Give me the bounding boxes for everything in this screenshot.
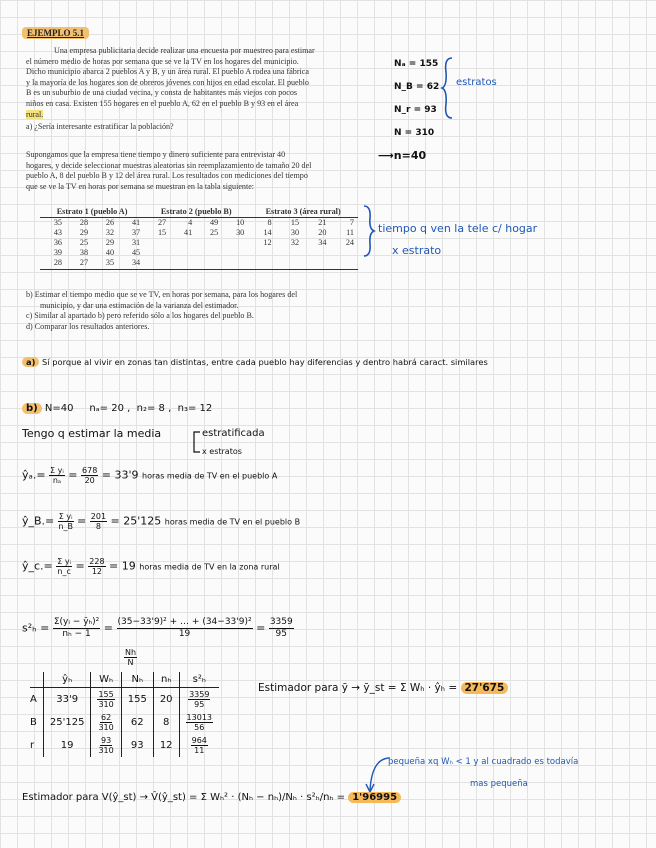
table-cell: 155 bbox=[121, 688, 153, 712]
numerator: (35−33'9)² + … + (34−33'9)² bbox=[117, 617, 252, 627]
table-cell: B bbox=[30, 717, 37, 728]
summary-header: Nₕ bbox=[121, 672, 153, 688]
table-cell bbox=[222, 258, 248, 268]
wh-definition bbox=[124, 648, 137, 667]
table-cell bbox=[196, 258, 222, 268]
numerator: 3359 bbox=[189, 690, 210, 699]
fraction bbox=[58, 512, 74, 531]
table-cell: 28 bbox=[79, 218, 89, 227]
table-cell: 11 bbox=[346, 228, 354, 237]
table-row bbox=[30, 688, 219, 712]
table-cell: 41 bbox=[131, 218, 141, 227]
denominator: 11 bbox=[194, 746, 205, 755]
table-cell: 15 bbox=[290, 218, 300, 227]
bracket-icon bbox=[190, 430, 202, 456]
table-cell: 25 bbox=[209, 228, 219, 237]
table-cell: 8 bbox=[153, 711, 179, 734]
statement-line: Dicho municipio abarca 2 pueblos A y B, y un área rural. El pueblo A rodea una fábrica bbox=[26, 67, 309, 77]
numerator: 62 bbox=[100, 713, 112, 722]
estimate-result: = 33'9 bbox=[101, 468, 139, 482]
table-cell: r bbox=[30, 740, 35, 751]
questions bbox=[26, 290, 376, 332]
table-cell bbox=[196, 248, 222, 258]
fraction bbox=[98, 736, 113, 755]
table-cell: 38 bbox=[79, 248, 89, 257]
numerator: Σ(yᵢ − ȳₕ)² bbox=[53, 617, 100, 627]
denominator: 310 bbox=[98, 723, 114, 732]
variance-note-line: mas pequeña bbox=[470, 779, 528, 789]
answer-b-label: b) bbox=[22, 403, 42, 414]
table-cell: 21 bbox=[318, 218, 327, 227]
statement-line: y la mayoría de los hogares son de obreros jóvenes con hijos en edad escolar. El pueblo bbox=[26, 77, 309, 87]
estimator-mean-text: Estimador para ȳ → ȳ_st = Σ Wₕ · ŷₕ = bbox=[258, 682, 458, 694]
variance-formula bbox=[22, 617, 294, 640]
numerator: 155 bbox=[98, 690, 114, 699]
denominator: 20 bbox=[84, 476, 95, 485]
highlight: rural. bbox=[26, 109, 44, 119]
numerator: 228 bbox=[89, 557, 105, 566]
answer-a bbox=[22, 357, 488, 367]
note-nb: N_B = 62 bbox=[394, 82, 440, 92]
statement-line bbox=[26, 110, 374, 121]
table-cell bbox=[196, 238, 222, 248]
fraction bbox=[117, 617, 253, 640]
note-n40 bbox=[378, 149, 426, 162]
variance-note bbox=[388, 751, 578, 795]
answer-a-text: Sí porque al vivir en zonas tan distintas, entre cada pueblo hay diferencias y dentro habrá caract. similares bbox=[42, 357, 488, 367]
table-cell bbox=[144, 238, 170, 248]
table-cell: 10 bbox=[236, 218, 245, 227]
estimate-c bbox=[22, 557, 280, 576]
table-cell: 49 bbox=[209, 218, 219, 227]
data-table-header: Estrato 1 (pueblo A) bbox=[40, 206, 144, 218]
table-cell bbox=[330, 248, 358, 258]
table-cell bbox=[276, 248, 303, 258]
equals: = bbox=[103, 621, 114, 635]
table-row bbox=[40, 218, 358, 229]
fraction bbox=[98, 713, 113, 732]
table-cell bbox=[330, 258, 358, 268]
table-cell bbox=[144, 248, 170, 258]
denominator: 310 bbox=[98, 700, 114, 709]
brace-table-icon bbox=[362, 204, 376, 258]
table-cell: 34 bbox=[318, 238, 327, 247]
denominator: 310 bbox=[98, 746, 114, 755]
question-a: a) ¿Sería interesante estratificar la población? bbox=[26, 122, 174, 131]
table-cell: 27 bbox=[157, 218, 167, 227]
table-cell bbox=[222, 248, 248, 258]
table-cell: 14 bbox=[263, 228, 272, 237]
table-cell: 8 bbox=[267, 218, 272, 227]
table-cell bbox=[303, 248, 330, 258]
table-cell: 40 bbox=[105, 248, 115, 257]
table-cell bbox=[303, 258, 330, 268]
denominator: n_B bbox=[58, 522, 73, 531]
note-n-total: N = 310 bbox=[394, 128, 435, 138]
denominator: 56 bbox=[194, 723, 205, 732]
estimator-mean bbox=[258, 682, 508, 694]
summary-header: ŷₕ bbox=[43, 672, 91, 688]
data-table-header-row bbox=[40, 206, 358, 218]
data-table bbox=[40, 206, 358, 268]
estimate-result: = 25'125 bbox=[110, 514, 162, 528]
table-cell: 43 bbox=[53, 228, 63, 237]
estimate-a bbox=[22, 466, 277, 485]
table-cell: 30 bbox=[236, 228, 245, 237]
table-cell: 35 bbox=[105, 258, 115, 267]
summary-table bbox=[30, 672, 219, 757]
numerator: Nh bbox=[125, 648, 137, 657]
table-row bbox=[40, 258, 358, 268]
numerator: 3359 bbox=[269, 617, 293, 627]
estimate-lhs: ŷₐ.= bbox=[22, 468, 46, 482]
table-cell: 7 bbox=[349, 218, 354, 227]
summary-header-row bbox=[30, 672, 219, 688]
table-cell bbox=[179, 688, 219, 712]
numerator: 678 bbox=[82, 466, 98, 475]
answer-b-sizes bbox=[22, 403, 212, 414]
arrow-right-icon: ⟶ bbox=[378, 149, 394, 162]
table-cell: 41 bbox=[183, 228, 193, 237]
table-cell: 32 bbox=[105, 228, 115, 237]
note-nr: N_r = 93 bbox=[394, 105, 437, 115]
table-cell bbox=[91, 734, 121, 757]
estimator-mean-value: 27'675 bbox=[461, 682, 509, 694]
estimate-lhs: ŷ_c.= bbox=[22, 559, 53, 573]
estratificada: estratificada bbox=[202, 428, 265, 439]
denominator: 19 bbox=[178, 629, 191, 639]
data-table-header: Estrato 2 (pueblo B) bbox=[144, 206, 248, 218]
statement2-line: pueblo A, 8 del pueblo B y 12 del área rural. Los resultados con mediciones del tiempo bbox=[26, 171, 308, 181]
numerator: 93 bbox=[100, 736, 112, 745]
denominator: 95 bbox=[194, 700, 205, 709]
statement-line: B es un suburbio de una ciudad vecina, y consta de habitantes más viejos con pocos bbox=[26, 88, 298, 98]
numerator: 964 bbox=[191, 736, 207, 745]
equals: = bbox=[256, 621, 266, 635]
table-cell: 30 bbox=[290, 228, 300, 237]
brace-estratos-icon bbox=[440, 56, 456, 120]
data-table-header: Estrato 3 (área rural) bbox=[248, 206, 358, 218]
table-cell: 29 bbox=[105, 238, 115, 247]
table-cell bbox=[179, 734, 219, 757]
table-cell: 12 bbox=[153, 734, 179, 757]
table-cell: 28 bbox=[53, 258, 63, 267]
statement-line bbox=[26, 46, 374, 57]
table-cell bbox=[248, 258, 275, 268]
summary-header: Wₕ bbox=[91, 672, 121, 688]
equals: = bbox=[68, 468, 78, 482]
statement2-line: que se ve la TV en horas por semana se muestran en la tabla siguiente: bbox=[26, 181, 255, 191]
table-cell bbox=[248, 248, 275, 258]
table-note-line: tiempo q ven la tele c/ hogar bbox=[378, 222, 538, 235]
denominator: N bbox=[127, 658, 134, 667]
example-title: EJEMPLO 5.1 bbox=[22, 27, 89, 39]
note-n40-text: n=40 bbox=[393, 149, 427, 162]
sample-sizes: N=40 nₐ= 20 , n₂= 8 , n₃= 12 bbox=[44, 403, 213, 414]
statement-line: niños en casa. Existen 155 hogares en el pueblo A, 62 en el pueblo B y 93 en el área bbox=[26, 98, 299, 108]
fraction bbox=[186, 713, 213, 732]
table-cell: 39 bbox=[53, 248, 63, 257]
estimate-desc: horas media de TV en la zona rural bbox=[139, 562, 280, 572]
table-cell: 27 bbox=[79, 258, 89, 267]
note-estratos: estratos bbox=[456, 77, 497, 88]
fraction bbox=[188, 690, 210, 709]
data-table-body bbox=[40, 218, 358, 269]
question-line: d) Comparar los resultados anteriores. bbox=[26, 321, 150, 331]
table-row bbox=[30, 711, 219, 734]
table-cell: 15 bbox=[157, 228, 167, 237]
fraction bbox=[81, 466, 98, 485]
data-table-box bbox=[40, 206, 358, 270]
numerator: Σ yᵢ bbox=[50, 466, 64, 475]
estimator-variance bbox=[22, 792, 401, 803]
denominator: 12 bbox=[91, 567, 102, 576]
table-cell: 31 bbox=[131, 238, 141, 247]
numerator: 13013 bbox=[186, 713, 212, 722]
answer-a-label: a) bbox=[22, 357, 39, 367]
estimate-b bbox=[22, 512, 300, 531]
table-note bbox=[378, 218, 537, 262]
table-cell: A bbox=[30, 694, 37, 705]
table-cell: 35 bbox=[53, 218, 63, 227]
table-cell: 45 bbox=[131, 248, 141, 257]
statement2-line: hogares, y decide seleccionar muestras aleatorias sin reemplazamiento de tamaño 20 del bbox=[26, 160, 312, 170]
x-estratos: x estratos bbox=[202, 447, 242, 456]
fraction bbox=[269, 617, 294, 640]
fraction bbox=[97, 690, 114, 709]
equals: = bbox=[77, 514, 87, 528]
variance-lhs: s²ₕ = bbox=[22, 621, 50, 635]
table-cell: 19 bbox=[43, 734, 91, 757]
fraction bbox=[124, 648, 137, 667]
table-row bbox=[40, 228, 358, 238]
table-row bbox=[30, 734, 219, 757]
statement2-line: Supongamos que la empresa tiene tiempo y dinero suficiente para entrevistar 40 bbox=[26, 150, 286, 159]
numerator: Σ yᵢ bbox=[57, 557, 72, 566]
denominator: nₐ bbox=[52, 476, 62, 485]
table-cell: 4 bbox=[188, 218, 193, 227]
numerator: Σ yᵢ bbox=[58, 512, 73, 521]
table-cell bbox=[144, 258, 170, 268]
fraction bbox=[90, 512, 107, 531]
denominator: nₕ − 1 bbox=[62, 629, 91, 639]
table-cell: 36 bbox=[53, 238, 63, 247]
table-cell: 29 bbox=[79, 228, 89, 237]
estimate-result: = 19 bbox=[109, 559, 136, 573]
estimate-lhs: ŷ_B.= bbox=[22, 514, 55, 528]
table-cell bbox=[222, 238, 248, 248]
denominator: 8 bbox=[95, 522, 101, 531]
table-cell: 24 bbox=[345, 238, 354, 247]
table-cell bbox=[170, 238, 196, 248]
fraction bbox=[88, 557, 105, 576]
table-cell bbox=[179, 711, 219, 734]
estimator-variance-value: 1'96995 bbox=[348, 792, 401, 803]
estimate-desc: horas media de TV en el pueblo B bbox=[164, 517, 301, 527]
table-cell: 25'125 bbox=[43, 711, 91, 734]
fraction bbox=[191, 736, 208, 755]
summary-table-box bbox=[30, 672, 219, 757]
table-cell: 26 bbox=[105, 218, 115, 227]
problem-statement bbox=[26, 46, 374, 120]
table-row bbox=[40, 238, 358, 248]
table-cell: 20 bbox=[318, 228, 327, 237]
summary-body bbox=[30, 688, 219, 758]
summary-header bbox=[30, 672, 43, 688]
numerator: 201 bbox=[90, 512, 107, 521]
estimator-variance-text: Estimador para V(ŷ_st) → V̂(ŷ_st) = Σ Wₕ² · (Nₕ − nₕ)/Nₕ · s²ₕ/nₕ = bbox=[22, 792, 346, 803]
table-note-line: x estrato bbox=[392, 244, 442, 257]
table-cell bbox=[170, 248, 196, 258]
fraction bbox=[56, 557, 72, 576]
table-cell: 62 bbox=[121, 711, 153, 734]
denominator: 95 bbox=[275, 629, 287, 639]
estimate-goal: Tengo q estimar la media bbox=[22, 427, 162, 440]
statement-line-text: Una empresa publicitaria decide realizar una encuesta por muestreo para estimar bbox=[54, 46, 315, 55]
table-cell: 12 bbox=[263, 238, 272, 247]
table-cell bbox=[91, 688, 121, 712]
table-row bbox=[40, 248, 358, 258]
estimate-desc: horas media de TV en el pueblo A bbox=[142, 471, 278, 481]
summary-header: nₕ bbox=[153, 672, 179, 688]
equals: = bbox=[75, 559, 85, 573]
question-line: municipio, y dar una estimación de la varianza del estimador. bbox=[40, 300, 239, 310]
table-cell: 25 bbox=[79, 238, 89, 247]
table-cell bbox=[91, 711, 121, 734]
problem-statement-2 bbox=[26, 150, 374, 192]
question-line: c) Similar al apartado b) pero referido sólo a los hogares del pueblo B. bbox=[26, 311, 254, 321]
table-cell: 20 bbox=[153, 688, 179, 712]
table-cell bbox=[276, 258, 303, 268]
fraction bbox=[53, 617, 100, 640]
question-line: b) Estimar el tiempo medio que se ve TV, en horas por semana, para los hogares del bbox=[26, 290, 298, 299]
statement-line: el número medio de horas por semana que se ve la TV en los hogares del municipio. bbox=[26, 56, 299, 66]
table-cell: 32 bbox=[290, 238, 300, 247]
denominator: n_c bbox=[57, 567, 71, 576]
table-cell: 34 bbox=[131, 258, 141, 267]
table-cell: 93 bbox=[121, 734, 153, 757]
table-cell bbox=[170, 258, 196, 268]
table-cell: 33'9 bbox=[43, 688, 91, 712]
note-na: Nₐ = 155 bbox=[394, 59, 439, 69]
summary-header: s²ₕ bbox=[179, 672, 219, 688]
variance-note-line: pequeña xq Wₕ < 1 y al cuadrado es todavía bbox=[388, 757, 579, 767]
fraction bbox=[49, 466, 65, 485]
table-cell: 37 bbox=[131, 228, 141, 237]
